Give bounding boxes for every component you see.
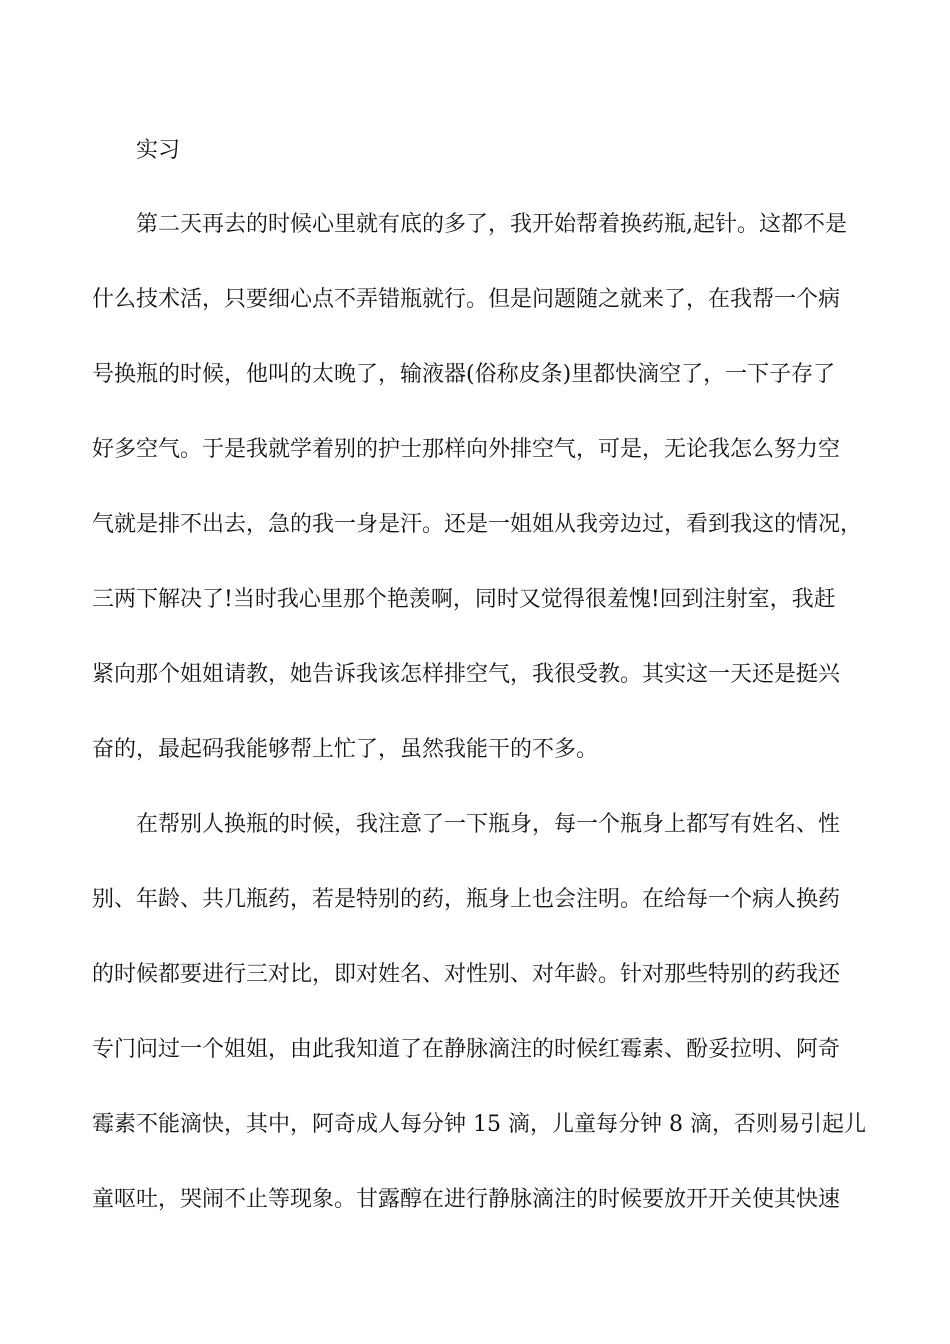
paragraph-line: 第二天再去的时候心里就有底的多了，我开始帮着换药瓶,起针。这都不是 <box>136 212 847 237</box>
paragraph-line: 专门问过一个姐姐，由此我知道了在静脉滴注的时候红霉素、酚妥拉明、阿奇 <box>92 1037 841 1062</box>
paragraph-line: 童呕吐，哭闹不止等现象。甘露醇在进行静脉滴注的时候要放开开关使其快速 <box>92 1187 841 1212</box>
paragraph-line: 在帮别人换瓶的时候，我注意了一下瓶身，每一个瓶身上都写有姓名、性 <box>136 812 841 837</box>
paragraph-line: 号换瓶的时候，他叫的太晚了，输液器(俗称皮条)里都快滴空了，一下子存了 <box>92 362 836 387</box>
paragraph-line: 三两下解决了!当时我心里那个艳羡啊，同时又觉得很羞愧!回到注射室，我赶 <box>92 587 836 612</box>
paragraph-line: 霉素不能滴快，其中，阿奇成人每分钟 15 滴，儿童每分钟 8 滴，否则易引起儿 <box>92 1112 866 1137</box>
paragraph-line: 好多空气。于是我就学着别的护士那样向外排空气，可是，无论我怎么努力空 <box>92 437 841 462</box>
paragraph-line: 什么技术活，只要细心点不弄错瓶就行。但是问题随之就来了，在我帮一个病 <box>92 287 841 312</box>
paragraph-line: 紧向那个姐姐请教，她告诉我该怎样排空气，我很受教。其实这一天还是挺兴 <box>92 662 841 687</box>
paragraph-line: 气就是排不出去，急的我一身是汗。还是一姐姐从我旁边过，看到我这的情况， <box>92 512 863 537</box>
paragraph-line: 别、年龄、共几瓶药，若是特别的药，瓶身上也会注明。在给每一个病人换药 <box>92 887 841 912</box>
document-title: 实习 <box>136 138 181 163</box>
paragraph-line: 的时候都要进行三对比，即对姓名、对性别、对年龄。针对那些特别的药我还 <box>92 962 841 987</box>
paragraph-line: 奋的，最起码我能够帮上忙了，虽然我能干的不多。 <box>92 737 599 762</box>
